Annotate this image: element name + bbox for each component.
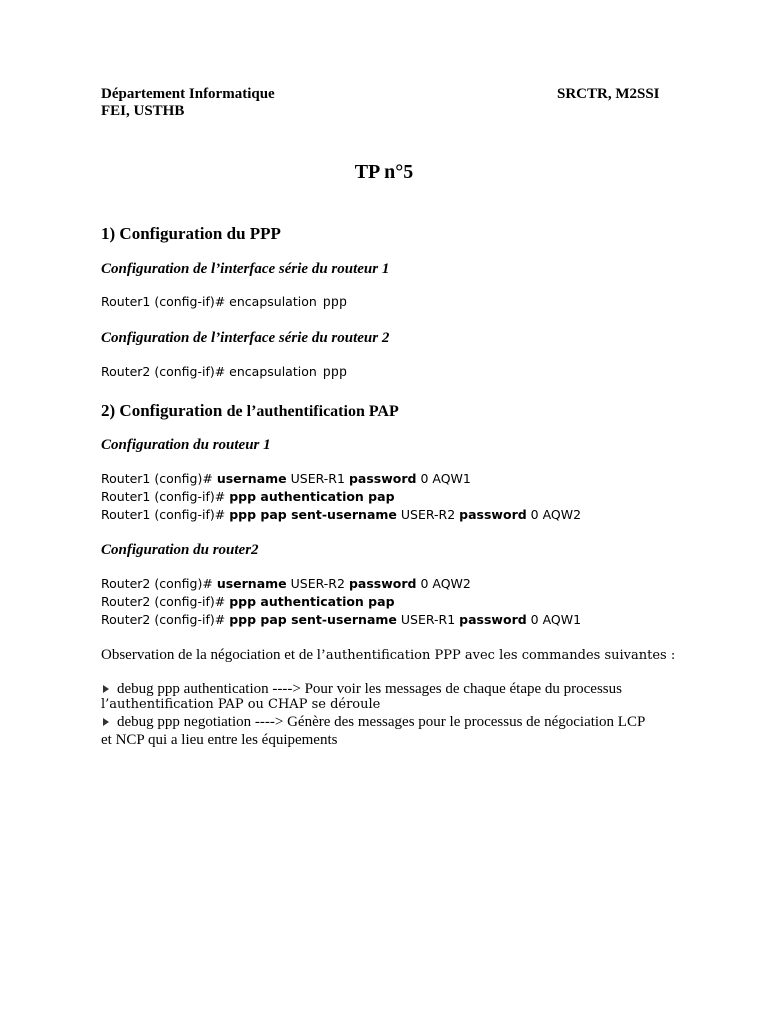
section1-subheading-router2: Configuration de l’interface série du routeur 2 — [101, 330, 390, 346]
command-keyword: password — [459, 612, 527, 627]
command-value: USER-R1 — [400, 612, 456, 627]
command-line — [101, 364, 347, 381]
command-value: USER-R2 — [400, 507, 456, 522]
section2-heading-part2: de l’authentification PAP — [226, 403, 399, 420]
section2-subheading-router1: Configuration du routeur 1 — [101, 437, 271, 453]
command-value: ppp — [322, 366, 348, 381]
command-text: Router1 (config-if)# encapsulation — [101, 294, 317, 309]
observation-intro-part1: Observation de la négociation et de l’ — [101, 647, 326, 663]
command-keyword: ppp pap sent-username — [229, 507, 397, 522]
bullet-continuation: et NCP qui a lieu entre les équipements — [101, 732, 338, 748]
bullet-text: debug ppp negotiation ----> Génère des messages pour le processus de négociation LCP — [117, 714, 646, 730]
command-keyword: ppp pap sent-username — [229, 612, 397, 627]
department-name: Département Informatique — [101, 86, 275, 102]
command-value: USER-R1 — [290, 471, 345, 486]
bullet-text: debug ppp authentication ----> Pour voir les messages de chaque étape du processus — [117, 681, 622, 697]
command-keyword: ppp authentication pap — [229, 594, 395, 609]
command-value: 0 AQW1 — [530, 612, 582, 627]
section1-subheading-router1: Configuration de l’interface série du routeur 1 — [101, 261, 390, 277]
command-value: 0 AQW2 — [530, 507, 582, 522]
course-code: SRCTR, M2SSI — [557, 86, 660, 102]
command-keyword: password — [348, 471, 417, 486]
section2-heading — [101, 401, 399, 421]
faculty-name: FEI, USTHB — [101, 103, 185, 119]
section2-subheading-router2: Configuration du router2 — [101, 542, 259, 558]
command-line — [101, 489, 395, 504]
bullet-continuation: l’authentification PAP ou CHAP se déroule — [101, 697, 381, 712]
command-line — [101, 576, 471, 591]
bullet-arrow-icon — [103, 718, 109, 726]
section1-heading: 1) Configuration du PPP — [101, 224, 281, 243]
command-line — [101, 294, 347, 311]
command-prompt: Router2 (config-if)# — [101, 594, 226, 609]
page-title: TP n°5 — [354, 161, 414, 183]
command-line — [101, 507, 581, 522]
command-prompt: Router1 (config-if)# — [101, 507, 226, 522]
section2-heading-part1: 2) Configuration — [101, 401, 223, 420]
command-prompt: Router1 (config-if)# — [101, 489, 226, 504]
command-keyword: password — [348, 576, 417, 591]
command-keyword: username — [216, 471, 287, 486]
observation-intro — [101, 647, 675, 664]
command-value: USER-R2 — [290, 576, 345, 591]
command-keyword: username — [216, 576, 287, 591]
command-text: Router2 (config-if)# encapsulation — [101, 364, 317, 379]
command-value: 0 AQW2 — [420, 576, 471, 591]
command-value: 0 AQW1 — [420, 471, 471, 486]
command-line — [101, 594, 395, 609]
bullet-item — [101, 714, 645, 731]
bullet-arrow-icon — [103, 685, 109, 693]
command-prompt: Router2 (config-if)# — [101, 612, 226, 627]
command-value: ppp — [322, 296, 348, 311]
command-prompt: Router2 (config)# — [101, 576, 213, 591]
command-line — [101, 471, 471, 486]
command-keyword: ppp authentication pap — [229, 489, 395, 504]
command-keyword: password — [459, 507, 527, 522]
command-line — [101, 612, 581, 627]
command-prompt: Router1 (config)# — [101, 471, 213, 486]
observation-intro-part2: authentification PPP avec les commandes suivantes : — [325, 648, 676, 663]
bullet-item — [101, 681, 622, 698]
